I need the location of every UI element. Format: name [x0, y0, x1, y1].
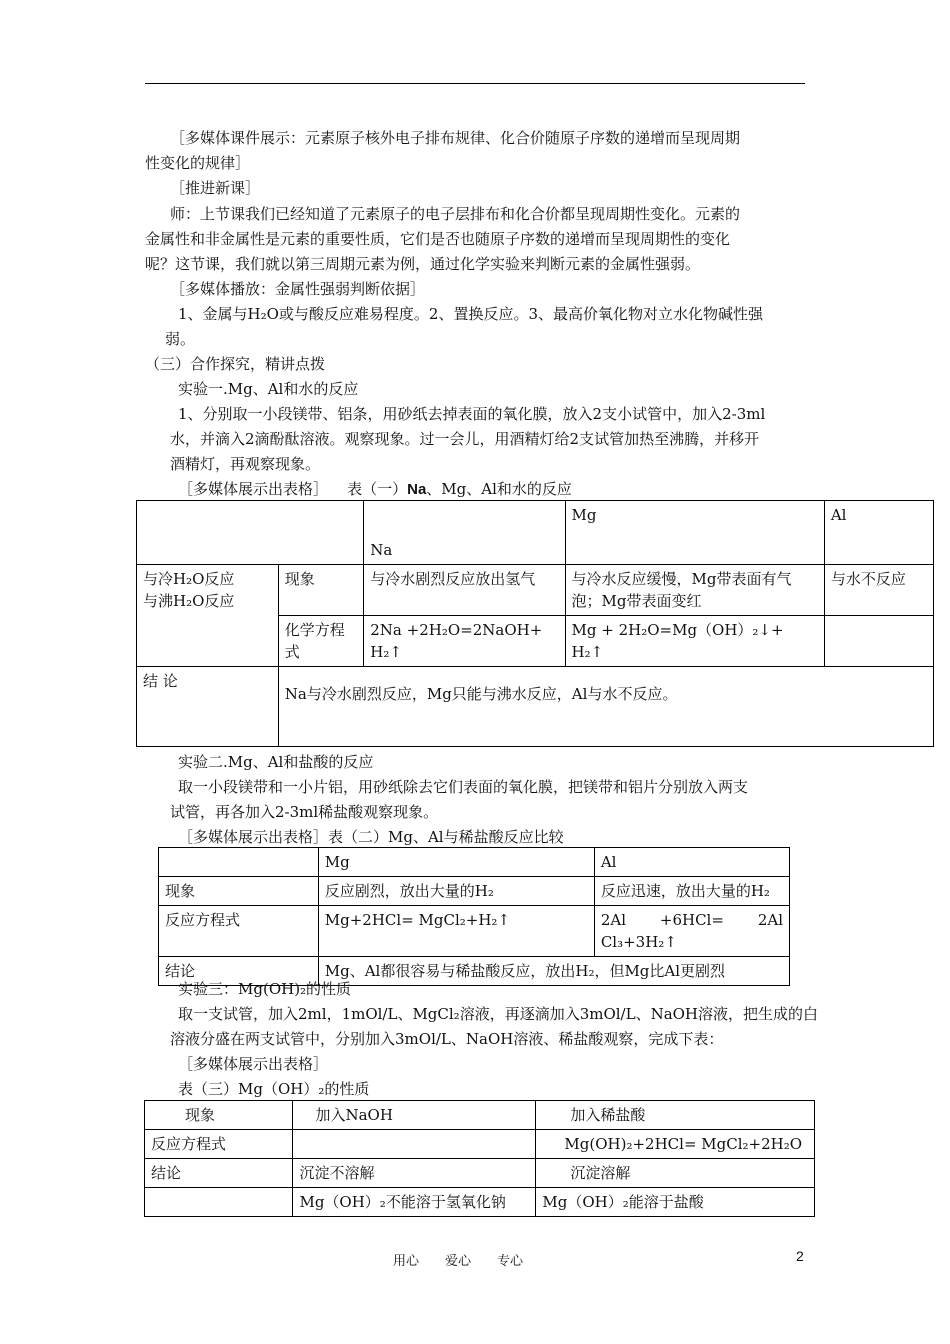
experiment-2-text-b: 试管，再各加入2-3ml稀盐酸观察现象。: [170, 803, 439, 821]
t2-concl: Mg、Al都很容易与稀盐酸反应，放出H₂，但Mg比Al更剧烈: [318, 957, 789, 986]
section-heading: （三）合作探究，精讲点拨: [145, 355, 326, 373]
t2-al-eq-part3: 2Al: [757, 911, 783, 929]
experiment-3-text-b: 溶液分盛在两支试管中，分别加入3mOl/L、NaOH溶液、稀盐酸观察，完成下表：: [170, 1030, 724, 1048]
table-2: [158, 847, 790, 986]
t2-phen-label: 现象: [159, 877, 319, 906]
experiment-1-title: 实验一.Mg、Al和水的反应: [178, 380, 359, 398]
t2-al-eq-part1: 2Al: [600, 911, 627, 929]
header-rule: [145, 83, 805, 84]
t3-naoh-concl: 沉淀不溶解: [293, 1159, 536, 1188]
t3-hcl-eq: Mg(OH)₂+2HCl= MgCl₂+2H₂O: [536, 1130, 815, 1159]
t1-row-label: [137, 565, 279, 667]
t1-header-na: Na: [364, 501, 565, 565]
t2-header-al: Al: [594, 848, 789, 877]
experiment-3-text-a: 取一支试管，加入2ml，1mOl/L、MgCl₂溶液，再逐滴加入3mOl/L、NaOH溶液，把生成的白: [178, 1005, 819, 1023]
t2-concl-label: 结论: [159, 957, 319, 986]
t2-al-eq-part2: +6HCl=: [659, 911, 724, 929]
t2-al-eq: [594, 906, 789, 957]
t1-al-phen: 与水不反应: [824, 565, 933, 616]
page-number: 2: [796, 1248, 804, 1264]
table-3: [144, 1100, 815, 1217]
t1-mg-eq: Mg + 2H₂O=Mg（OH）₂↓+ H₂↑: [565, 616, 824, 667]
table-2-caption: ［多媒体展示出表格］表（二）Mg、Al与稀盐酸反应比较: [178, 828, 564, 846]
experiment-1-text-a: 1、分别取一小段镁带、铝条，用砂纸去掉表面的氧化膜，放入2支小试管中，加入2-3ml: [178, 405, 766, 423]
t1-mg-phen: 与冷水反应缓慢，Mg带表面有气泡；Mg带表面变红: [565, 565, 824, 616]
table-1: [136, 500, 934, 747]
experiment-2-text-a: 取一小段镁带和一小片铝，用砂纸除去它们表面的氧化膜，把镁带和铝片分别放入两支: [178, 778, 749, 796]
para-multimedia-1a: ［多媒体课件展示：元素原子核外电子排布规律、化合价随原子序数的递增而呈现周期: [170, 129, 741, 147]
t3-concl-label: 结论: [145, 1159, 293, 1188]
t3-naoh-note: Mg（OH）₂不能溶于氢氧化钠: [293, 1188, 536, 1217]
t2-al-eq-part4: Cl₃+3H₂↑: [600, 933, 677, 951]
footer-text: 用心 爱心 专心: [393, 1254, 524, 1269]
t1-na-eq: 2Na +2H₂O=2NaOH+ H₂↑: [364, 616, 565, 667]
caption-suffix: 、Mg、Al和水的反应: [426, 480, 572, 498]
multimedia-3: ［多媒体展示出表格］: [178, 1055, 329, 1073]
t1-al-eq: [824, 616, 933, 667]
table-1-caption: [178, 478, 572, 501]
caption-na-bold: Na: [407, 481, 427, 498]
t3-naoh-eq: [293, 1130, 536, 1159]
t1-header-al: Al: [824, 501, 933, 565]
t1-phen-label: 现象: [278, 565, 363, 616]
caption-table-number: 表（一）: [347, 480, 408, 498]
t1-header-mg: Mg: [565, 501, 824, 565]
t1-concl: Na与冷水剧烈反应，Mg只能与沸水反应，Al与水不反应。: [278, 667, 933, 747]
t1-row-label-cold: 与冷H₂O反应: [143, 570, 235, 588]
t3-header-naoh: 加入NaOH: [293, 1101, 536, 1130]
t1-header-blank: [137, 501, 364, 565]
experiment-1-text-c: 酒精灯，再观察现象。: [170, 455, 321, 473]
para-criteria-a: 1、金属与H₂O或与酸反应难易程度。2、置换反应。3、最高价氧化物对立水化物碱性强: [178, 305, 764, 323]
para-new-lesson: ［推进新课］: [170, 179, 261, 197]
t2-header-mg: Mg: [318, 848, 594, 877]
t2-mg-phen: 反应剧烈，放出大量的H₂: [318, 877, 594, 906]
t2-mg-eq: Mg+2HCl= MgCl₂+H₂↑: [318, 906, 594, 957]
experiment-2-title: 实验二.Mg、Al和盐酸的反应: [178, 753, 374, 771]
t2-header-blank: [159, 848, 319, 877]
t1-concl-label: 结 论: [137, 667, 279, 747]
t2-al-phen: 反应迅速，放出大量的H₂: [594, 877, 789, 906]
t3-hcl-concl: 沉淀溶解: [536, 1159, 815, 1188]
t1-row-label-boil: 与沸H₂O反应: [143, 592, 235, 610]
t3-eq-label: 反应方程式: [145, 1130, 293, 1159]
para-teacher-b: 金属性和非金属性是元素的重要性质，它们是否也随原子序数的递增而呈现周期性的变化: [145, 230, 731, 248]
para-teacher-c: 呢？这节课，我们就以第三周期元素为例，通过化学实验来判断元素的金属性强弱。: [145, 255, 701, 273]
table-3-caption: 表（三）Mg（OH）₂的性质: [178, 1080, 370, 1098]
para-teacher-a: 师：上节课我们已经知道了元素原子的电子层排布和化合价都呈现周期性变化。元素的: [170, 205, 741, 223]
t3-hcl-note: Mg（OH）₂能溶于盐酸: [536, 1188, 815, 1217]
caption-prefix: ［多媒体展示出表格］: [178, 480, 329, 498]
t3-header-phen: 现象: [145, 1101, 293, 1130]
experiment-1-text-b: 水，并滴入2滴酚酞溶液。观察现象。过一会儿，用酒精灯给2支试管加热至沸腾，并移开: [170, 430, 760, 448]
t1-na-phen: 与冷水剧烈反应放出氢气: [364, 565, 565, 616]
t2-eq-label: 反应方程式: [159, 906, 319, 957]
para-multimedia-2: ［多媒体播放：金属性强弱判断依据］: [170, 280, 426, 298]
experiment-3-title: 实验三：Mg(OH)₂的性质: [178, 980, 352, 998]
t1-eq-label: 化学方程式: [278, 616, 363, 667]
para-criteria-b: 弱。: [165, 330, 196, 348]
t3-blank: [145, 1188, 293, 1217]
para-multimedia-1b: 性变化的规律］: [145, 154, 251, 172]
t3-header-hcl: 加入稀盐酸: [536, 1101, 815, 1130]
